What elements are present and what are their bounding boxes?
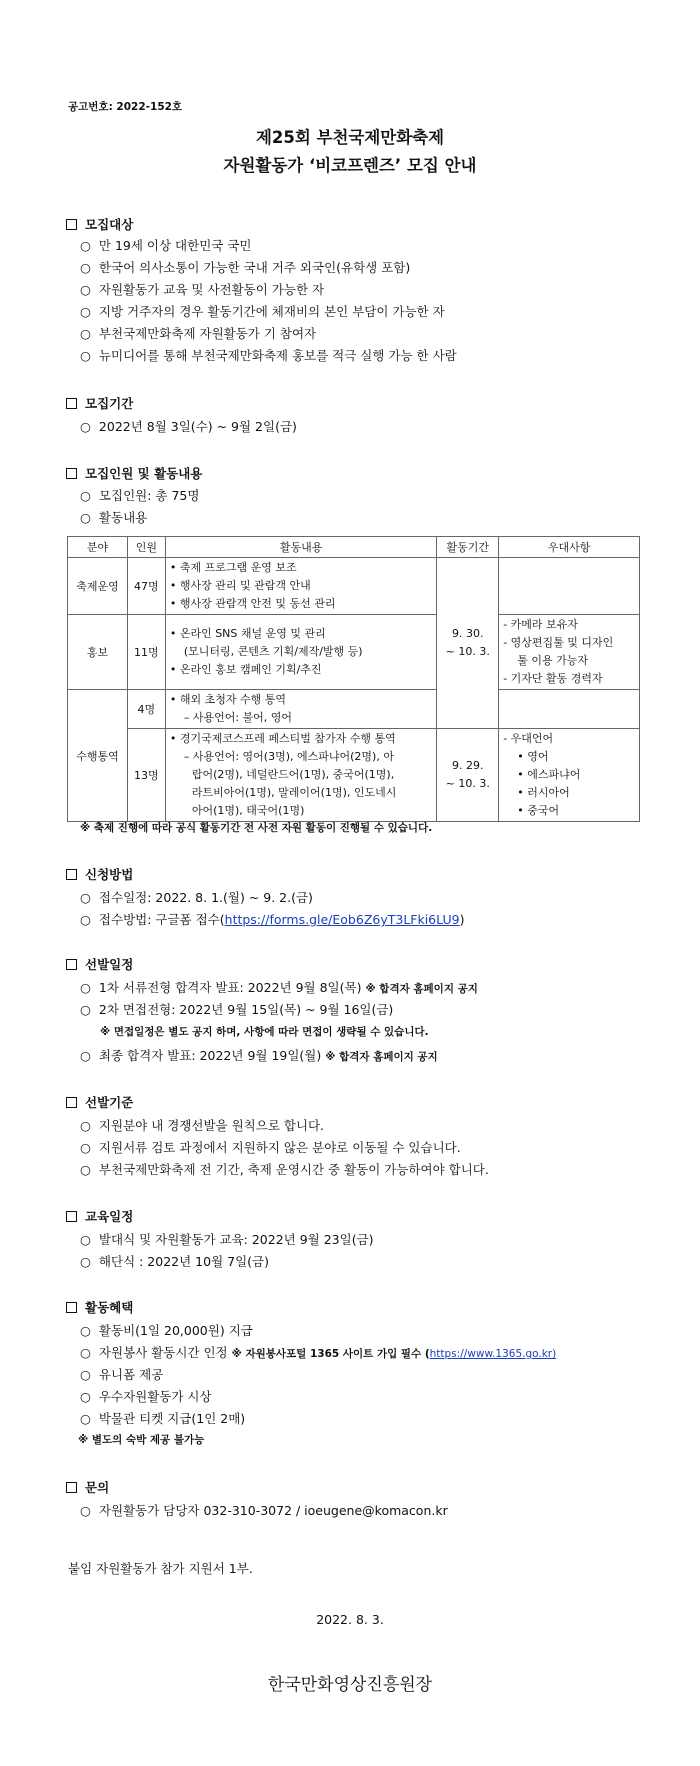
header-count: 인원 [127,537,165,558]
list-item: ○ 지원서류 검토 과정에서 지원하지 않은 분야로 이동될 수 있습니다. [80,1140,461,1155]
list-item: ○ 최종 합격자 발표: 2022년 9월 19일(월) ※ 합격자 홈페이지 공지 [80,1048,438,1063]
preference-empty-cell [499,558,640,615]
benefit-note: ※ 별도의 숙박 제공 불가능 [78,1434,205,1446]
section-recruit: 모집인원 및 활동내용 [66,464,202,482]
checkbox-square-icon [66,468,77,479]
table-row [68,615,640,690]
list-item: ○ 모집인원: 총 75명 [80,488,200,503]
list-item: ○ 활동내용 [80,510,148,525]
attachment-line: 붙임 자원활동가 참가 지원서 1부. [68,1561,253,1576]
list-item: ○ 만 19세 이상 대한민국 국민 [80,238,252,253]
table-row [68,558,640,615]
list-item: ○ 발대식 및 자원활동가 교육: 2022년 9월 23일(금) [80,1232,374,1247]
list-item: ○ 자원활동가 교육 및 사전활동이 가능한 자 [80,282,325,297]
table-header-row [68,537,640,558]
list-item: ○ 부천국제만화축제 전 기간, 축제 운영시간 중 활동이 가능하여야 합니다. [80,1162,489,1177]
field-cell: 수행통역 [68,690,128,822]
header-period: 활동기간 [437,537,499,558]
notice-number: 공고번호: 2022-152호 [68,101,183,113]
count-cell: 11명 [127,615,165,690]
list-item: ○ 뉴미디어를 통해 부천국제만화축제 홍보를 적극 실행 가능 한 사람 [80,348,457,363]
list-item: ○ 활동비(1일 20,000원) 지급 [80,1323,253,1338]
period-cell: 9. 30. ~ 10. 3. [437,558,499,729]
page-title: 제25회 부천국제만화축제 [255,128,445,147]
page-subtitle: 자원활동가 ‘비코프렌즈’ 모집 안내 [223,156,477,175]
section-selection-schedule: 선발일정 [66,955,133,973]
count-cell: 13명 [127,729,165,822]
list-item: ○ 해단식 : 2022년 10월 7일(금) [80,1254,269,1269]
period-cell: 9. 29. ~ 10. 3. [437,729,499,822]
issuer-signature: 한국만화영상진흥원장 [267,1675,433,1695]
checkbox-square-icon [66,1302,77,1313]
header-field: 분야 [68,537,128,558]
section-benefits: 활동혜택 [66,1298,133,1316]
table-row [68,690,640,729]
table-note: ※ 축제 진행에 따라 공식 활동기간 전 사전 자원 활동이 진행될 수 있습니다. [80,822,433,834]
count-cell: 4명 [127,690,165,729]
section-period: 모집기간 [66,394,133,412]
checkbox-square-icon [66,1211,77,1222]
header-activity: 활동내용 [165,537,436,558]
list-item: ○ 2022년 8월 3일(수) ~ 9월 2일(금) [80,419,297,434]
checkbox-square-icon [66,398,77,409]
count-cell: 47명 [127,558,165,615]
activity-cell: • 온라인 SNS 채널 운영 및 관리 (모니터링, 콘텐츠 기획/제작/발행 등) • 온라인 홍보 캠페인 기획/추진 [165,615,436,690]
section-target: 모집대상 [66,215,133,233]
activity-cell: • 해외 초청자 수행 통역 – 사용언어: 불어, 영어 [165,690,436,729]
list-item: ○ 1차 서류전형 합격자 발표: 2022년 9월 8일(목) ※ 합격자 홈페이지 공지 [80,980,478,995]
checkbox-square-icon [66,869,77,880]
section-apply: 신청방법 [66,865,133,883]
preference-empty-cell [499,690,640,729]
list-item: ○ 접수방법: 구글폼 접수(https://forms.gle/Eob6Z6yT3LFki6LU9) [80,912,465,927]
list-item: ○ 박물관 티켓 지급(1인 2매) [80,1411,246,1426]
interview-note: ※ 면접일정은 별도 공지 하며, 사항에 따라 면접이 생략될 수 있습니다. [100,1026,429,1038]
list-item: ○ 부천국제만화축제 자원활동가 기 참여자 [80,326,317,341]
checkbox-square-icon [66,1482,77,1493]
section-contact: 문의 [66,1478,109,1496]
list-item: ○ 지방 거주자의 경우 활동기간에 체재비의 본인 부담이 가능한 자 [80,304,445,319]
list-item: ○ 자원활동가 담당자 032-310-3072 / ioeugene@komacon.kr [80,1503,448,1518]
list-item: ○ 유니폼 제공 [80,1367,164,1382]
section-criteria: 선발기준 [66,1093,133,1111]
list-item: ○ 2차 면접전형: 2022년 9월 15일(목) ~ 9월 16일(금) [80,1002,394,1017]
activity-table [67,536,640,822]
field-cell: 홍보 [68,615,128,690]
table-row [68,729,640,822]
header-preference: 우대사항 [499,537,640,558]
google-form-link[interactable]: https://forms.gle/Eob6Z6yT3LFki6LU9 [224,912,460,927]
list-item: ○ 자원봉사 활동시간 인정 ※ 자원봉사포털 1365 사이트 가입 필수 (https://www.1365.go.kr) [80,1345,557,1360]
list-item: ○ 접수일정: 2022. 8. 1.(월) ~ 9. 2.(금) [80,890,313,905]
volunteer-portal-link[interactable]: https://www.1365.go.kr) [429,1348,557,1360]
section-education: 교육일정 [66,1207,133,1225]
list-item: ○ 우수자원활동가 시상 [80,1389,212,1404]
list-item: ○ 지원분야 내 경쟁선발을 원칙으로 합니다. [80,1118,325,1133]
checkbox-square-icon [66,959,77,970]
activity-cell: • 축제 프로그램 운영 보조 • 행사장 관리 및 관람객 안내 • 행사장 관람객 안전 및 동선 관리 [165,558,436,615]
preference-cell: - 카메라 보유자 - 영상편집툴 및 디자인 툴 이용 가능자 - 기자단 활동 경력자 [499,615,640,690]
checkbox-square-icon [66,1097,77,1108]
preference-cell: - 우대언어 • 영어 • 에스파냐어 • 러시아어 • 중국어 [499,729,640,822]
list-item: ○ 한국어 의사소통이 가능한 국내 거주 외국인(유학생 포함) [80,260,411,275]
activity-cell: • 경기국제코스프레 페스티벌 참가자 수행 통역 – 사용언어: 영어(3명), 에스파냐어(2명), 아 랍어(2명), 네덜란드어(1명), 중국어(1명), 라트비아어(1명), 말레이어(1명), 인도네시 아어(1명), 태국어(1명) [165,729,436,822]
field-cell: 축제운영 [68,558,128,615]
checkbox-square-icon [66,219,77,230]
document-date: 2022. 8. 3. [316,1612,384,1627]
